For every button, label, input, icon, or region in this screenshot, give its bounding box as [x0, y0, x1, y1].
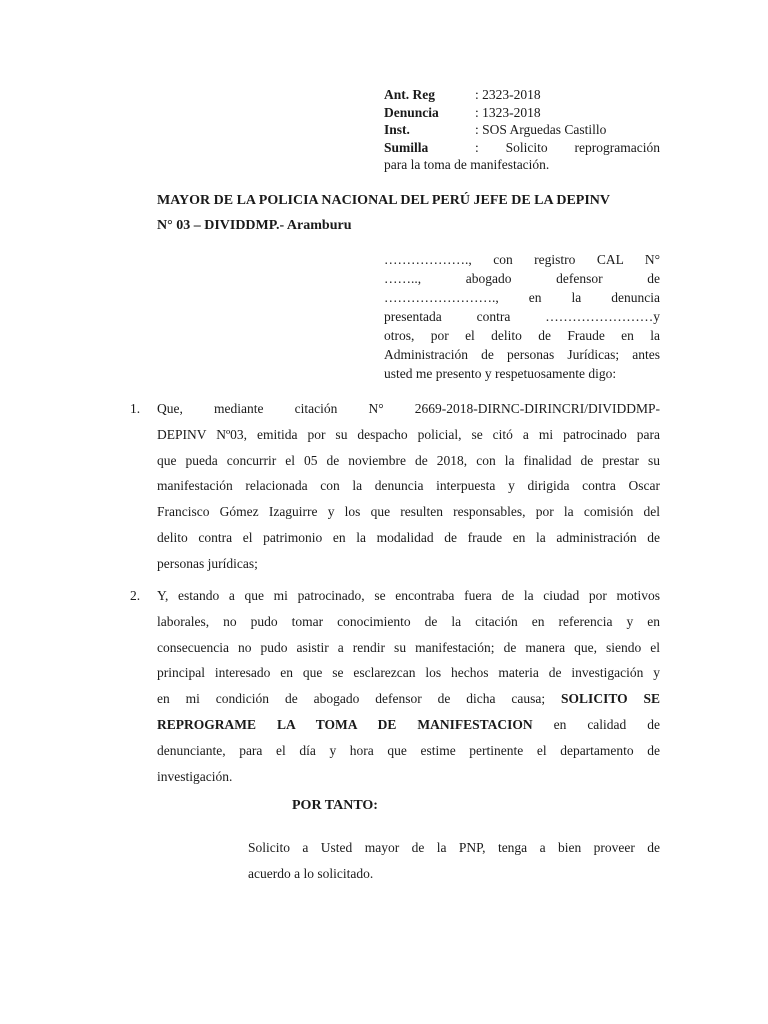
paragraph-line: Y, estando a que mi patrocinado, se encontraba fuera de la ciudad por motivos: [157, 588, 660, 603]
inst-value: : SOS Arguedas Castillo: [475, 122, 607, 137]
case-header: [384, 86, 660, 174]
paragraph-line: consecuencia no pudo asistir a rendir su manifestación; de manera que, siendo el: [157, 639, 660, 655]
closing-line: Solicito a Usted mayor de la PNP, tenga a bien proveer de: [248, 840, 660, 855]
paragraph-line: manifestación relacionada con la denuncia interpuesta y dirigida contra Oscar: [157, 478, 660, 494]
addressee-line-2: N° 03 – DIVIDDMP.- Aramburu: [157, 218, 352, 233]
denuncia-value: : 1323-2018: [475, 104, 541, 120]
closing-line: acuerdo a lo solicitado.: [248, 865, 374, 881]
intro-line: ………………., con registro CAL N°: [384, 252, 660, 267]
sumilla-continuation: para la toma de manifestación.: [384, 157, 550, 172]
paragraph-line: laborales, no pudo tomar conocimiento de la citación en referencia y en: [157, 613, 660, 629]
intro-line: …….., abogado defensor de: [384, 271, 660, 286]
ant-reg-label: Ant. Reg: [384, 87, 435, 102]
paragraph-body: [157, 583, 660, 789]
inst-label: Inst.: [384, 122, 410, 137]
sumilla-value: : Solicito reprogramación: [475, 139, 660, 155]
sumilla-label: Sumilla: [384, 139, 429, 155]
addressee-line-1: MAYOR DE LA POLICIA NACIONAL DEL PERÚ JEFE DE LA DEPINV: [157, 193, 610, 208]
paragraph-line: denunciante, para el día y hora que estime pertinente el departamento de: [157, 742, 660, 758]
paragraph-line: personas jurídicas;: [157, 555, 258, 571]
sumilla-row: [384, 139, 660, 157]
intro-line: Administración de personas Jurídicas; antes: [384, 347, 660, 362]
ant-reg-value: : 2323-2018: [475, 87, 541, 102]
intro-line: usted me presento y respetuosamente digo:: [384, 366, 617, 381]
paragraph-1: [130, 396, 660, 577]
paragraph-text: en mi condición de abogado defensor de dicha causa;: [157, 691, 546, 707]
closing-request: [248, 835, 660, 887]
paragraph-line: delito contra el patrimonio en la modalidad de fraude en la administración de: [157, 529, 660, 545]
reprograme-emphasis: REPROGRAME LA TOMA DE MANIFESTACION: [157, 716, 533, 732]
intro-block: [384, 250, 660, 383]
ant-reg-row: [384, 86, 660, 104]
por-tanto-heading: POR TANTO:: [292, 798, 378, 813]
denuncia-row: [384, 104, 660, 122]
paragraph-body: [157, 396, 660, 577]
paragraph-line: Francisco Gómez Izaguirre y los que resulten responsables, por la comisión del: [157, 504, 660, 520]
paragraph-line: Que, mediante citación N° 2669-2018-DIRNC-DIRINCRI/DIVIDDMP-: [157, 401, 660, 416]
intro-line: otros, por el delito de Fraude en la: [384, 328, 660, 343]
paragraph-number: 1.: [130, 401, 141, 416]
paragraph-line: DEPINV Nº03, emitida por su despacho policial, se citó a mi patrocinado para: [157, 426, 660, 442]
paragraph-line: [157, 686, 660, 712]
intro-line: presentada contra ……………………y: [384, 309, 660, 324]
solicito-emphasis: SOLICITO SE: [561, 691, 660, 707]
paragraph-2: [130, 583, 660, 789]
paragraph-line: principal interesado en que se esclarezcan los hechos materia de investigación y: [157, 665, 660, 681]
paragraph-line: investigación.: [157, 768, 233, 784]
inst-row: [384, 121, 660, 139]
paragraph-number: 2.: [130, 588, 141, 603]
denuncia-label: Denuncia: [384, 104, 439, 120]
paragraph-line: que pueda concurrir el 05 de noviembre de 2018, con la finalidad de prestar su: [157, 452, 660, 468]
addressee: [157, 188, 662, 238]
intro-line: ……………………., en la denuncia: [384, 290, 660, 305]
paragraph-text: en calidad de: [553, 716, 660, 732]
paragraph-line: [157, 712, 660, 738]
